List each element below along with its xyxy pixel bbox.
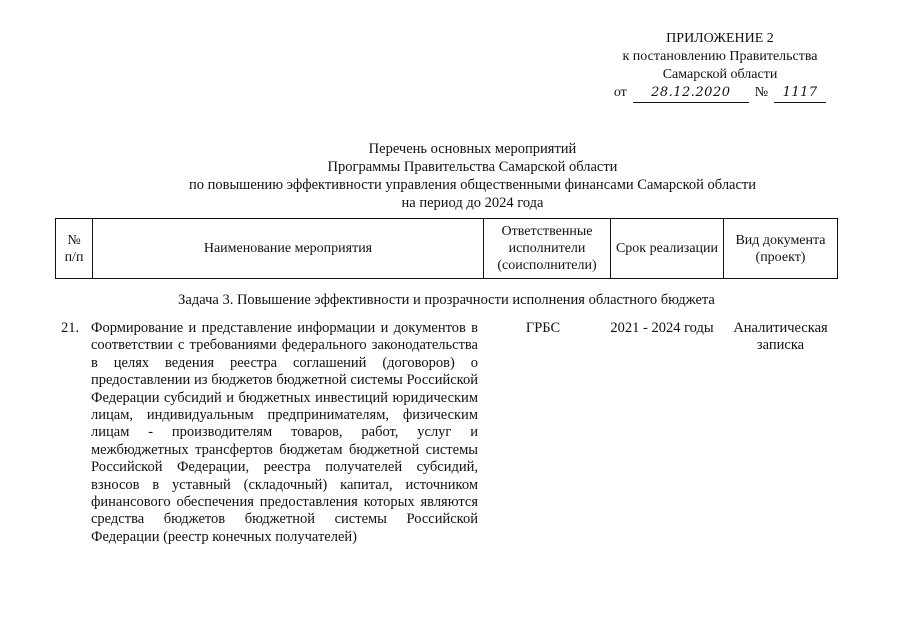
number-label: № (754, 85, 769, 100)
row-doc-type: Аналитическая записка (733, 320, 828, 353)
header-name: Наименование мероприятия (93, 219, 484, 279)
header-row (56, 219, 838, 279)
appendix-block (605, 30, 835, 103)
title-line-2: Программы Правительства Самарской области (327, 159, 618, 175)
appendix-line-1: к постановлению Правительства (622, 49, 818, 64)
header-term: Срок реализации (611, 219, 724, 279)
row-description: Формирование и представление информации и документов в соответствии с требованиями федерального законодательства в целях ведения реестра соглашений (договоров) о предоставлении из бюджетов бюджетной системы Российской Федерации субсидий и бюджетных инвестиций юридическим лицам, индивидуальным предпринимателям, физическим лицам - производителям товаров, работ, услуг и межбюджетных трансфертов бюджетам бюджетной системы Российской Федерации, реестра получателей субсидий, взносов в уставный (складочный) капитал, источником финансового обеспечения предоставления которых являются средства бюджетов бюджетной системы Российской Федерации (реестр конечных получателей) (91, 320, 478, 545)
task-heading: Задача 3. Повышение эффективности и прозрачности исполнения областного бюджета (178, 292, 715, 308)
row-number: 21. (61, 320, 80, 336)
title-line-3: по повышению эффективности управления общественными финансами Самарской области (188, 177, 757, 193)
header-executors: Ответственные исполнители (соисполнители) (484, 219, 611, 279)
header-doc-type: Вид документа (проект) (724, 219, 838, 279)
appendix-title: ПРИЛОЖЕНИЕ 2 (666, 31, 774, 46)
from-label: от (613, 85, 627, 100)
document-title (0, 140, 905, 212)
row-executors: ГРБС (525, 320, 561, 336)
table-header (55, 218, 838, 279)
handwritten-date: 28.12.2020 (633, 84, 749, 103)
handwritten-number: 1117 (774, 84, 826, 103)
title-line-4: на период до 2024 года (401, 195, 544, 211)
header-num: № п/п (56, 219, 93, 279)
appendix-date-line (605, 84, 835, 103)
appendix-line-2: Самарской области (662, 67, 778, 82)
row-term: 2021 - 2024 годы (610, 320, 714, 336)
title-line-1: Перечень основных мероприятий (368, 141, 577, 157)
